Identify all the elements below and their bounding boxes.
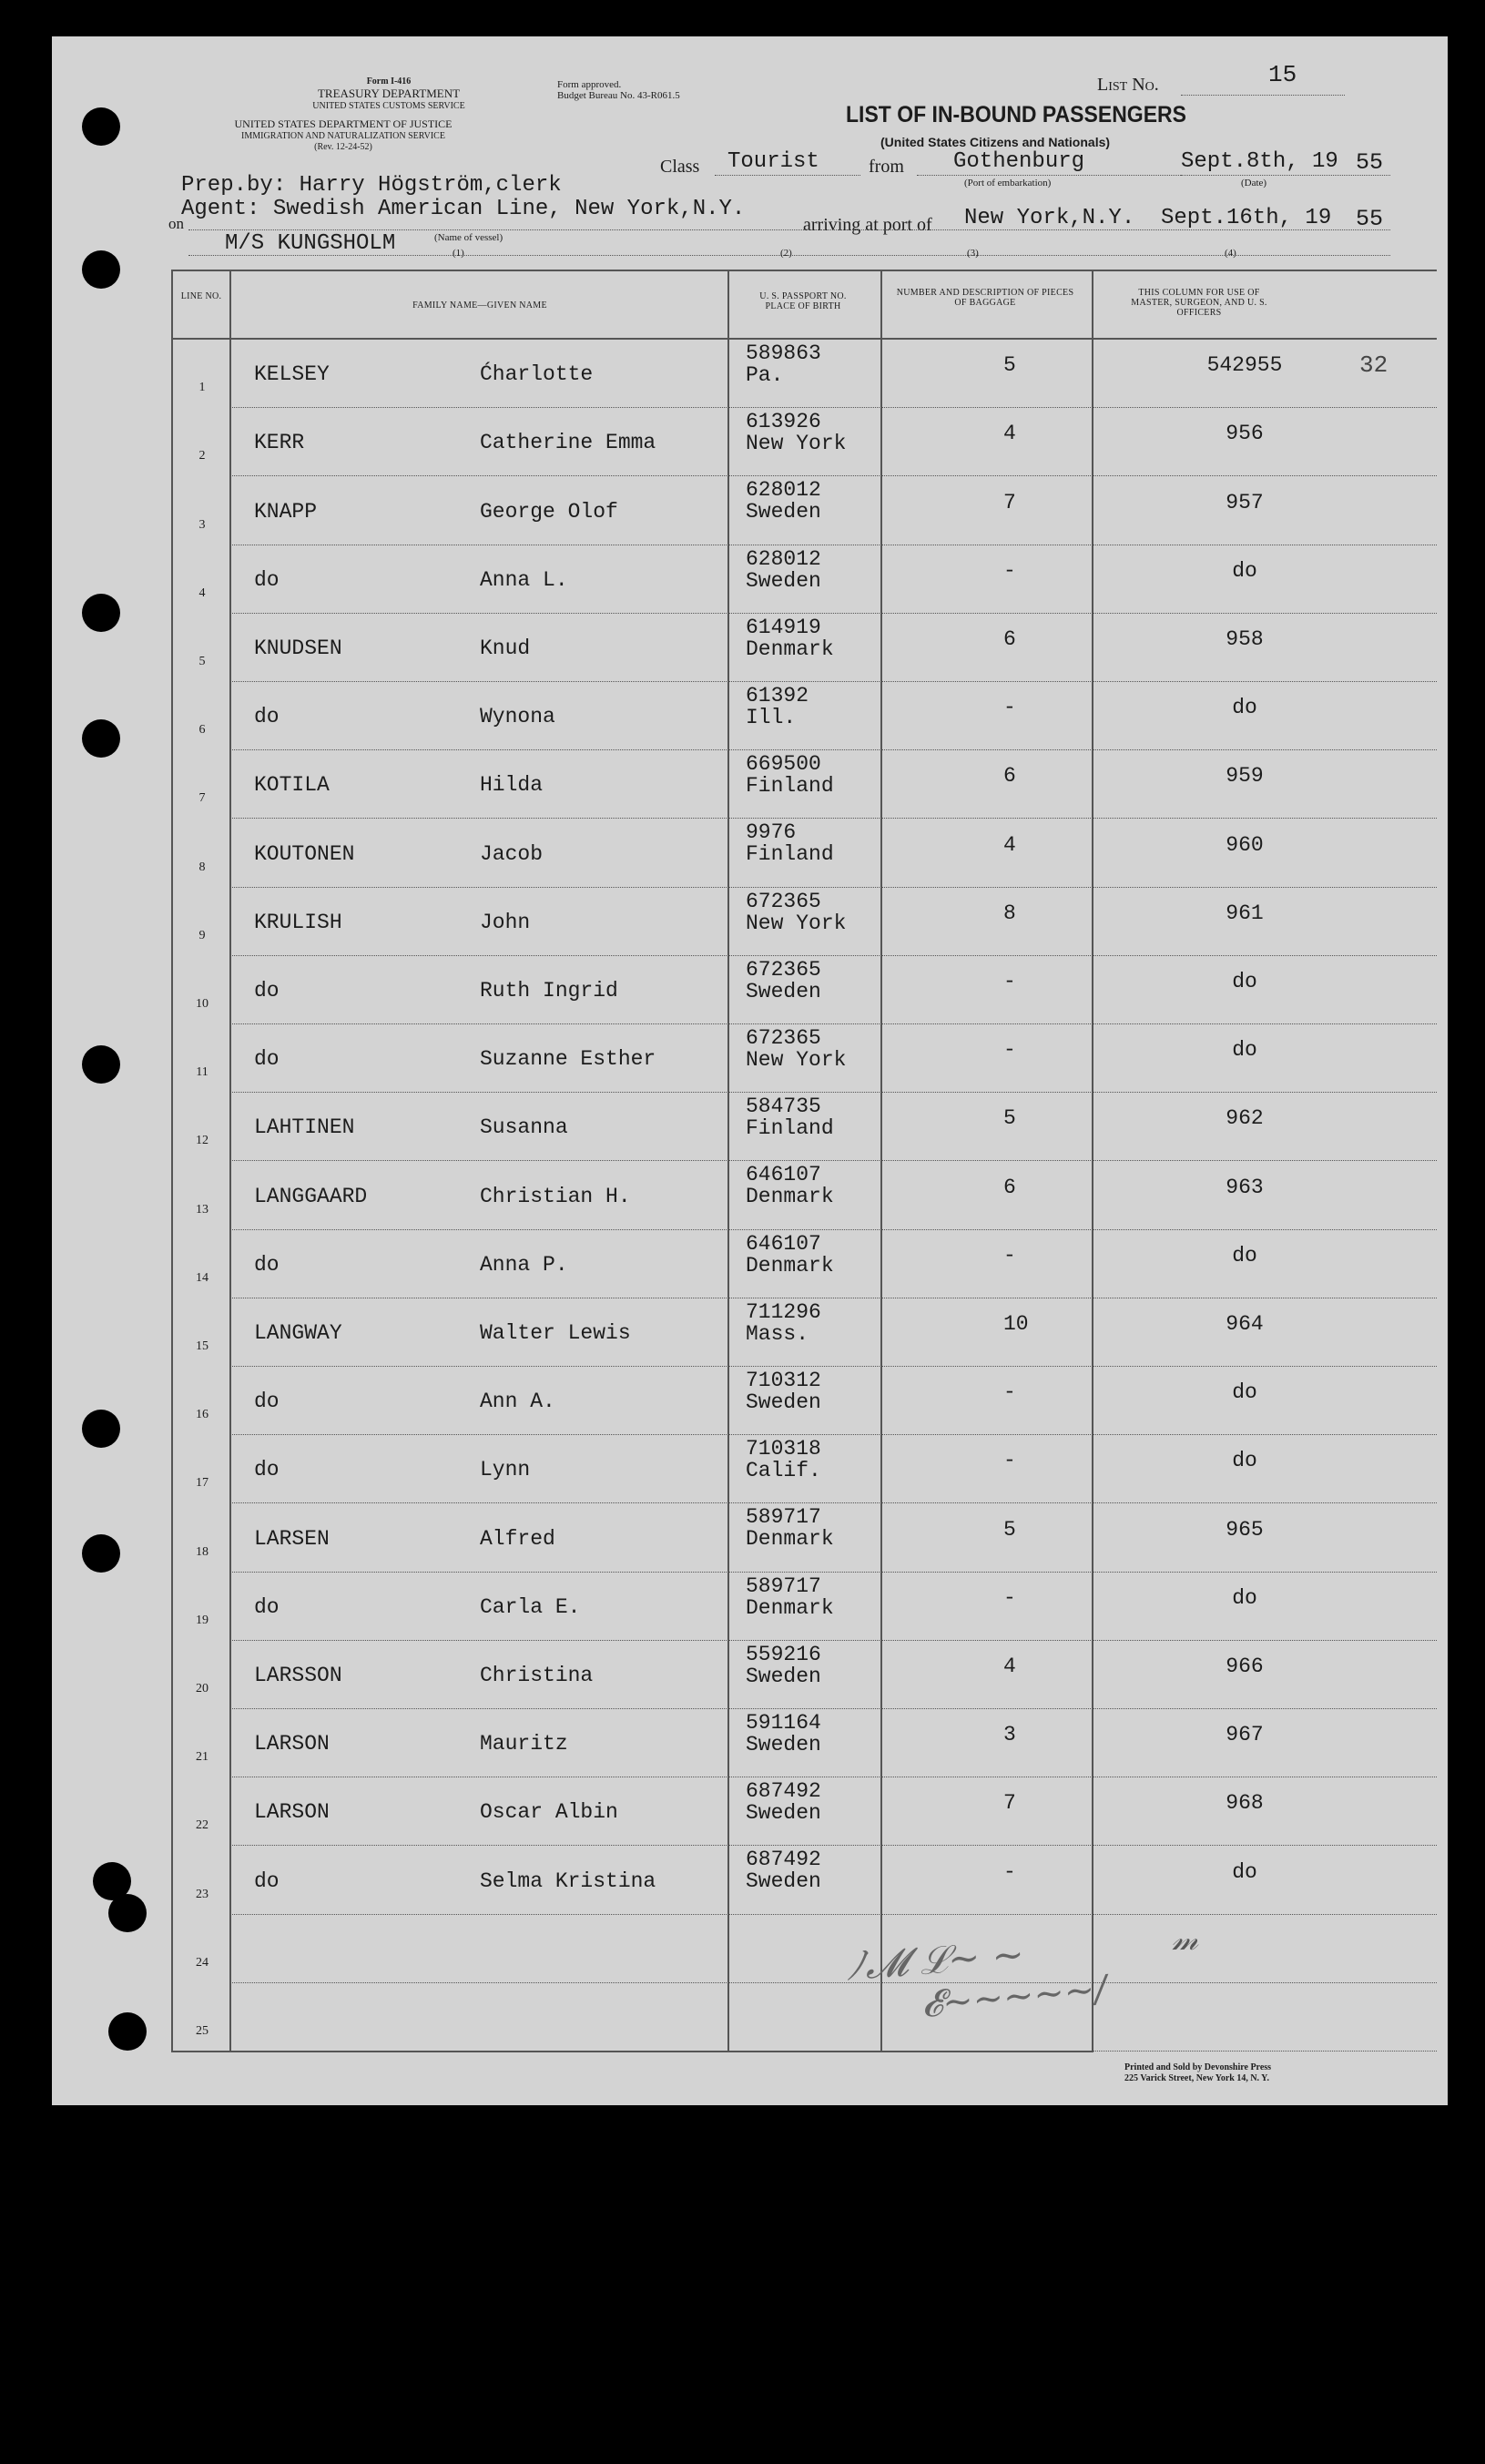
family-name: LAHTINEN [254, 1115, 355, 1140]
justice-dept: UNITED STATES DEPARTMENT OF JUSTICE [234, 117, 453, 130]
line-number: 21 [196, 1750, 209, 1765]
officer-mark: 961 [1226, 901, 1264, 925]
header-officers: THIS COLUMN FOR USE OF MASTER, SURGEON, AND U. S. OFFICERS [1131, 288, 1267, 318]
departure-date: Sept.8th, 19 [1181, 149, 1338, 174]
table-row [52, 545, 1437, 614]
birthplace: Sweden [746, 1664, 821, 1688]
baggage-count: 3 [1003, 1723, 1016, 1747]
line-number: 11 [196, 1065, 209, 1080]
passport-number: 672365 [746, 957, 821, 982]
page-title: LIST OF IN-BOUND PASSENGERS [846, 102, 1186, 127]
family-name: KERR [254, 431, 305, 455]
family-name: KOUTONEN [254, 841, 355, 866]
table-row [52, 1641, 1437, 1709]
header-passport: U. S. PASSPORT NO. PLACE OF BIRTH [759, 291, 847, 311]
vessel-name: M/S KUNGSHOLM [225, 231, 396, 256]
officer-mark: do [1232, 1380, 1257, 1405]
officer-mark: do [1232, 1585, 1257, 1610]
col-num-1: (1) [453, 248, 464, 259]
birthplace: Ill. [746, 706, 797, 729]
birthplace: Sweden [746, 1801, 821, 1826]
given-name: Susanna [480, 1115, 568, 1140]
birthplace: New York [746, 1048, 847, 1072]
passport-number: 61392 [746, 684, 809, 708]
row-divider [229, 2051, 1437, 2052]
baggage-count: 6 [1003, 626, 1016, 651]
officer-mark: do [1232, 1243, 1257, 1268]
given-name: Christian H. [480, 1184, 631, 1208]
officer-mark: do [1232, 558, 1257, 583]
table-row [52, 340, 1437, 408]
table-row [52, 1846, 1437, 1914]
given-name: George Olof [480, 499, 618, 524]
given-name: Catherine Emma [480, 431, 656, 455]
given-name: Ann A. [480, 1390, 555, 1414]
given-name: Anna P. [480, 1252, 568, 1277]
form-number: Form I-416 [366, 76, 412, 87]
list-no-line [1181, 95, 1345, 96]
passport-number: 589717 [746, 1573, 821, 1598]
given-name: Hilda [480, 773, 544, 798]
passport-number: 669500 [746, 752, 821, 777]
col-num-2: (2) [780, 248, 792, 259]
birthplace: New York [746, 911, 847, 935]
prepared-by: Prep.by: Harry Högström,clerk [181, 173, 562, 198]
line-number: 23 [196, 1887, 209, 1901]
table-row [52, 614, 1437, 682]
passport-number: 584735 [746, 1095, 821, 1119]
birthplace: Denmark [746, 1527, 834, 1552]
handwritten-mark: 𝓂 [1172, 1921, 1198, 1958]
class-value: Tourist [727, 149, 819, 174]
birthplace: Pa. [746, 363, 784, 387]
birthplace: Denmark [746, 1595, 834, 1620]
passport-number: 687492 [746, 1779, 821, 1804]
officer-mark: 966 [1226, 1654, 1264, 1678]
given-name: Lynn [480, 1458, 531, 1482]
line-number: 20 [196, 1681, 209, 1695]
arrival-date: Sept.16th, 19 [1161, 206, 1332, 230]
given-name: Oscar Albin [480, 1800, 618, 1825]
birthplace: Denmark [746, 1185, 834, 1209]
baggage-count: 5 [1003, 1106, 1016, 1131]
margin-note: 32 [1359, 351, 1388, 379]
binder-hole [82, 107, 120, 146]
arriving-label: arriving at port of [803, 215, 932, 235]
birthplace: Denmark [746, 636, 834, 661]
officer-mark: 968 [1226, 1791, 1264, 1816]
table-row [52, 1915, 1437, 1983]
passport-number: 672365 [746, 889, 821, 913]
baggage-count: 6 [1003, 1175, 1016, 1199]
form-approved: Form approved. [557, 79, 622, 90]
departure-year: 55 [1356, 149, 1384, 176]
officer-mark: do [1232, 1449, 1257, 1473]
line-number: 14 [196, 1270, 209, 1285]
date-caption: (Date) [1241, 178, 1267, 188]
family-name: do [254, 1594, 280, 1619]
line-number: 16 [196, 1408, 209, 1422]
on-label: on [168, 215, 184, 232]
table-row [52, 1367, 1437, 1435]
baggage-count: - [1003, 969, 1016, 993]
arrival-year: 55 [1356, 206, 1384, 232]
table-row [52, 750, 1437, 819]
passport-number: 614919 [746, 615, 821, 639]
header-name: FAMILY NAME—GIVEN NAME [412, 300, 547, 311]
passport-number: 646107 [746, 1163, 821, 1187]
table-row [52, 956, 1437, 1024]
family-name: do [254, 1047, 280, 1072]
passport-number: 591164 [746, 1711, 821, 1735]
birthplace: Finland [746, 774, 834, 799]
given-name: Jacob [480, 841, 544, 866]
family-name: do [254, 1458, 280, 1482]
baggage-count: - [1003, 1585, 1016, 1610]
birthplace: Calif. [746, 1459, 821, 1483]
line-number: 24 [196, 1955, 209, 1970]
baggage-count: 4 [1003, 422, 1016, 446]
baggage-count: 10 [1003, 1311, 1029, 1336]
birthplace: Sweden [746, 1733, 821, 1756]
port-embarkation-caption: (Port of embarkation) [964, 178, 1052, 188]
baggage-count: 8 [1003, 901, 1016, 925]
col-num-4: (4) [1225, 248, 1236, 259]
baggage-count: - [1003, 558, 1016, 583]
given-name: Anna L. [480, 567, 568, 592]
header-baggage: NUMBER AND DESCRIPTION OF PIECES OF BAGGAGE [896, 288, 1074, 308]
birthplace: Sweden [746, 979, 821, 1003]
line-number: 1 [198, 381, 206, 395]
given-name: Christina [480, 1663, 594, 1687]
officer-mark: 956 [1226, 422, 1264, 446]
revision: (Rev. 12-24-52) [314, 142, 372, 152]
table-row [52, 1709, 1437, 1777]
given-name: Alfred [480, 1526, 555, 1551]
passport-number: 589863 [746, 341, 821, 365]
officer-signature: 𝓔~~~~~/ [920, 1968, 1109, 2026]
ins-service: IMMIGRATION AND NATURALIZATION SERVICE [241, 131, 445, 141]
given-name: Walter Lewis [480, 1320, 631, 1345]
baggage-count: - [1003, 1380, 1016, 1405]
line-number: 13 [196, 1202, 209, 1217]
family-name: LARSON [254, 1732, 330, 1756]
officer-mark: 962 [1226, 1106, 1264, 1131]
class-line [715, 175, 860, 176]
date-line [1181, 175, 1390, 176]
class-label: Class [660, 157, 700, 177]
line-number: 8 [198, 860, 206, 874]
line-number: 9 [198, 928, 206, 942]
line-number: 7 [198, 791, 206, 806]
line-number: 22 [196, 1818, 209, 1833]
baggage-count: 5 [1003, 353, 1016, 378]
family-name: KNUDSEN [254, 636, 342, 660]
line-number: 12 [196, 1134, 209, 1148]
table-row [52, 1161, 1437, 1229]
given-name: Suzanne Esther [480, 1047, 656, 1072]
given-name: Carla E. [480, 1594, 581, 1619]
customs-service: UNITED STATES CUSTOMS SERVICE [312, 101, 465, 111]
line-number: 15 [196, 1339, 209, 1353]
officer-mark: do [1232, 969, 1257, 993]
family-name: do [254, 1868, 280, 1893]
table-row [52, 1230, 1437, 1298]
printer-line-1: Printed and Sold by Devonshire Press [1124, 2062, 1272, 2072]
line-number: 19 [196, 1613, 209, 1627]
family-name: KELSEY [254, 362, 330, 387]
baggage-count: - [1003, 696, 1016, 720]
col-num-3: (3) [967, 248, 979, 259]
port-arrival: New York,N.Y. [964, 206, 1135, 230]
family-name: do [254, 705, 280, 729]
baggage-count: - [1003, 1859, 1016, 1884]
family-name: KNAPP [254, 499, 318, 524]
table-row [52, 1983, 1437, 2052]
manifest-page [52, 36, 1448, 2105]
family-name: do [254, 1252, 280, 1277]
table-row [52, 1298, 1437, 1367]
officer-mark: 959 [1226, 764, 1264, 789]
table-row [52, 682, 1437, 750]
line-number: 4 [198, 585, 206, 600]
given-name: Wynona [480, 705, 555, 729]
port-embarkation: Gothenburg [953, 149, 1085, 174]
table-row [52, 408, 1437, 476]
passport-number: 711296 [746, 1299, 821, 1324]
officer-mark: 964 [1226, 1311, 1264, 1336]
table-row [52, 476, 1437, 545]
arrival-line [188, 229, 1390, 230]
birthplace: Denmark [746, 1253, 834, 1278]
officer-mark: do [1232, 1859, 1257, 1884]
birthplace: Sweden [746, 1869, 821, 1894]
from-label: from [869, 157, 904, 177]
list-no-value: 15 [1268, 61, 1297, 88]
passport-number: 628012 [746, 546, 821, 571]
officer-mark: 967 [1226, 1723, 1264, 1747]
header-line-no: LINE NO. [180, 291, 222, 301]
passport-number: 687492 [746, 1848, 821, 1872]
family-name: LARSON [254, 1800, 330, 1825]
family-name: do [254, 567, 280, 592]
table-row [52, 1777, 1437, 1846]
binder-hole [82, 250, 120, 289]
given-name: Mauritz [480, 1732, 568, 1756]
birthplace: Finland [746, 842, 834, 867]
family-name: LANGWAY [254, 1320, 342, 1345]
officer-mark: 960 [1226, 832, 1264, 857]
table-row [52, 1435, 1437, 1503]
given-name: Ruth Ingrid [480, 978, 618, 1003]
baggage-count: - [1003, 1243, 1016, 1268]
officer-mark: do [1232, 1038, 1257, 1063]
family-name: LARSSON [254, 1663, 342, 1687]
passport-number: 613926 [746, 410, 821, 434]
list-no-label: List No. [1097, 75, 1159, 95]
table-row [52, 819, 1437, 887]
birthplace: Finland [746, 1116, 834, 1141]
birthplace: Sweden [746, 568, 821, 593]
passport-number: 559216 [746, 1642, 821, 1666]
table-top-border [171, 270, 1437, 271]
family-name: do [254, 978, 280, 1003]
passport-number: 710312 [746, 1369, 821, 1392]
officer-mark: do [1232, 696, 1257, 720]
birthplace: New York [746, 432, 847, 456]
passport-number: 710318 [746, 1437, 821, 1461]
passport-number: 672365 [746, 1026, 821, 1050]
passport-number: 646107 [746, 1231, 821, 1256]
baggage-count: 7 [1003, 490, 1016, 514]
table-row [52, 1573, 1437, 1641]
passport-number: 9976 [746, 820, 797, 845]
baggage-count: 7 [1003, 1791, 1016, 1816]
baggage-count: - [1003, 1038, 1016, 1063]
officer-mark: 957 [1226, 490, 1264, 514]
given-name: Knud [480, 636, 531, 660]
table-row [52, 1024, 1437, 1093]
family-name: LARSEN [254, 1526, 330, 1551]
port-embark-line [917, 175, 1199, 176]
given-name: Ćharlotte [480, 362, 594, 387]
passport-number: 589717 [746, 1505, 821, 1530]
passport-number: 628012 [746, 478, 821, 503]
agent: Agent: Swedish American Line, New York,N.Y. [181, 197, 746, 221]
page-subtitle: (United States Citizens and Nationals) [880, 135, 1111, 149]
line-number: 18 [196, 1544, 209, 1559]
baggage-count: 6 [1003, 764, 1016, 789]
baggage-count: 5 [1003, 1517, 1016, 1542]
line-number: 2 [198, 449, 206, 463]
table-row [52, 888, 1437, 956]
line-number: 10 [196, 996, 209, 1011]
given-name: John [480, 910, 531, 934]
family-name: KOTILA [254, 773, 330, 798]
baggage-count: - [1003, 1449, 1016, 1473]
vessel-caption: (Name of vessel) [434, 232, 503, 243]
officer-mark: 965 [1226, 1517, 1264, 1542]
line-number: 6 [198, 723, 206, 738]
officer-mark: 542955 [1206, 353, 1283, 378]
line-number: 3 [198, 517, 206, 532]
officer-mark: 958 [1226, 626, 1264, 651]
family-name: do [254, 1390, 280, 1414]
table-row [52, 1093, 1437, 1161]
line-number: 25 [196, 2023, 209, 2038]
printer-line-2: 225 Varick Street, New York 14, N. Y. [1124, 2073, 1269, 2083]
treasury-dept: TREASURY DEPARTMENT [317, 87, 461, 100]
birthplace: Mass. [746, 1321, 809, 1346]
birthplace: Sweden [746, 1390, 821, 1414]
baggage-count: 4 [1003, 1654, 1016, 1678]
line-number: 17 [196, 1476, 209, 1491]
table-row [52, 1503, 1437, 1572]
given-name: Selma Kristina [480, 1868, 656, 1893]
officer-mark: 963 [1226, 1175, 1264, 1199]
family-name: LANGGAARD [254, 1184, 368, 1208]
line-number: 5 [198, 654, 206, 668]
birthplace: Sweden [746, 500, 821, 524]
family-name: KRULISH [254, 910, 342, 934]
baggage-count: 4 [1003, 832, 1016, 857]
inspector-signature: ﾉ𝓜 ℒ~ ~ [844, 1931, 1026, 1989]
budget-bureau: Budget Bureau No. 43-R061.5 [557, 90, 680, 101]
